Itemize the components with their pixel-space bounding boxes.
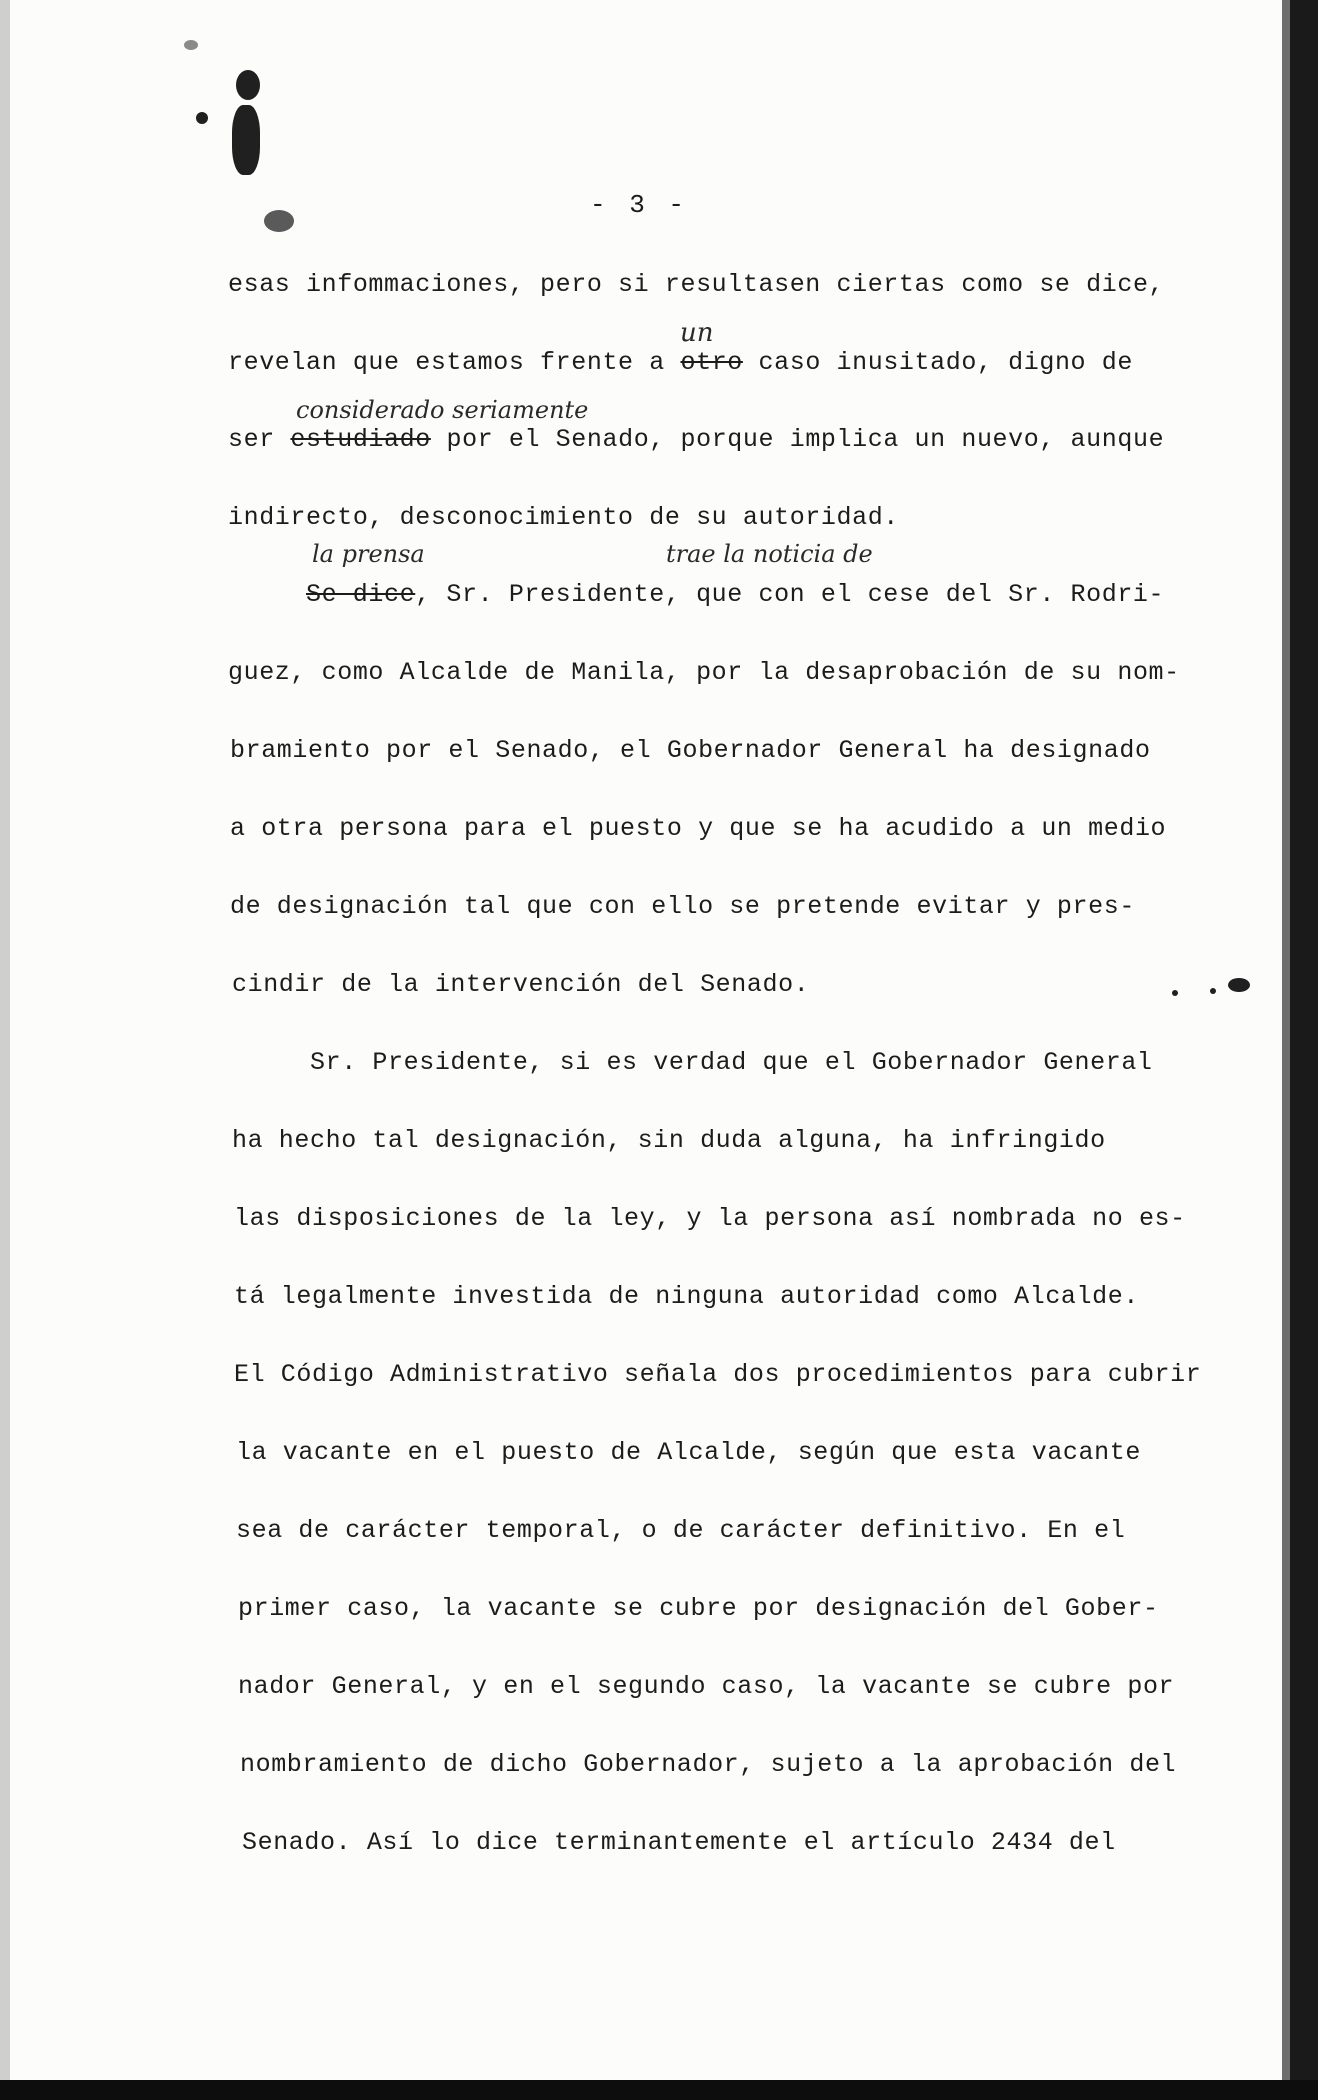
text-segment: la vacante en el puesto de Alcalde, según que esta vacante [236,1438,1141,1467]
text-line [306,580,1164,609]
ink-speck [184,40,198,50]
struck-text: estudiado [290,425,431,454]
text-segment: por el Senado, porque implica un nuevo, aunque [430,425,1165,454]
text-line [236,1438,1141,1467]
text-line [230,892,1135,921]
text-segment: tá legalmente investida de ninguna autoridad como Alcalde. [234,1282,1139,1311]
text-segment: las disposiciones de la ley, y la persona así nombrada no es- [234,1204,1186,1233]
handwritten-annotation: un [680,318,714,348]
text-segment: nador General, y en el segundo caso, la vacante se cubre por [238,1672,1175,1701]
text-line [228,658,1180,687]
text-line [238,1672,1174,1701]
text-line [242,1828,1116,1857]
text-line [228,270,1164,299]
ink-speck [1210,988,1216,994]
text-line [234,1360,1201,1389]
ink-speck [1172,990,1178,996]
ink-speck [236,70,260,100]
text-segment: bramiento por el Senado, el Gobernador General ha designado [230,736,1151,765]
text-line [232,1126,1106,1155]
page-left-edge [0,0,10,2100]
text-line [310,1048,1153,1077]
text-segment: nombramiento de dicho Gobernador, sujeto a la aprobación del [240,1750,1177,1779]
text-line [234,1282,1139,1311]
struck-text: otro [680,348,743,377]
text-line [228,348,1133,377]
text-segment: a otra persona para el puesto y que se ha acudido a un medio [230,814,1167,843]
text-segment: de designación tal que con ello se pretende evitar y pres- [230,892,1135,921]
text-segment: Sr. Presidente, si es verdad que el Gobernador General [310,1048,1153,1077]
text-line [232,970,809,999]
text-segment: , Sr. Presidente, que con el cese del Sr. Rodri- [415,580,1165,609]
ink-speck [196,112,208,124]
text-segment: indirecto, desconocimiento de su autoridad. [228,503,899,532]
page-number: - 3 - [590,190,689,220]
text-segment: ser [228,425,291,454]
text-segment: Senado. Así lo dice terminantemente el artículo 2434 del [242,1828,1116,1857]
handwritten-annotation: considerado seriamente [296,396,589,424]
scan-border-inner [1282,0,1290,2100]
handwritten-annotation: trae la noticia de [666,540,873,568]
text-segment: revelan que estamos frente a [228,348,681,377]
text-segment: cindir de la intervención del Senado. [232,970,810,999]
text-line [236,1516,1125,1545]
text-segment: El Código Administrativo señala dos procedimientos para cubrir [234,1360,1202,1389]
text-segment: caso inusitado, digno de [742,348,1133,377]
handwritten-annotation: la prensa [312,540,425,568]
ink-speck [232,105,260,175]
struck-text: Se dice [306,580,416,609]
text-line [230,736,1151,765]
text-line [238,1594,1159,1623]
text-segment: ha hecho tal designación, sin duda alguna, ha infringido [232,1126,1106,1155]
text-line [228,425,1164,454]
ink-speck [1228,978,1250,992]
text-segment: esas infommaciones, pero si resultasen ciertas como se dice, [228,270,1165,299]
scan-border-bottom [0,2080,1318,2100]
scan-border-right [1290,0,1318,2100]
text-line [240,1750,1176,1779]
text-segment: sea de carácter temporal, o de carácter definitivo. En el [236,1516,1126,1545]
text-segment: guez, como Alcalde de Manila, por la desaprobación de su nom- [228,658,1180,687]
text-segment: primer caso, la vacante se cubre por designación del Gober- [238,1594,1159,1623]
text-line [228,503,899,532]
ink-speck [264,210,294,232]
text-line [234,1204,1186,1233]
text-line [230,814,1166,843]
